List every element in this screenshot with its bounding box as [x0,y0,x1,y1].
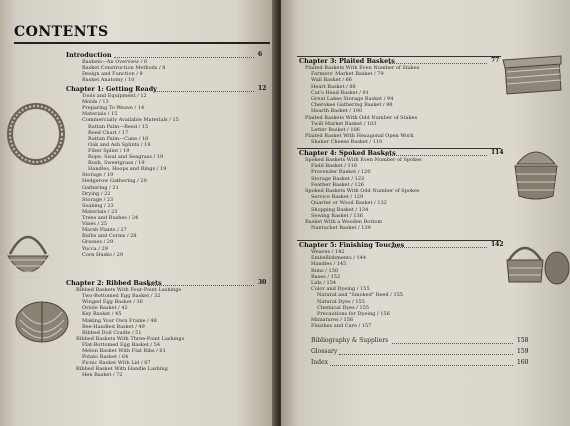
toc-entry: Storage Basket / 123 [311,175,365,182]
round-lidded-basket-illustration [507,140,565,202]
toc-entry: Hedgerow Gathering / 20 [82,178,147,185]
toc-entry: Two-Bottomed Egg Basket / 32 [82,293,161,300]
back-matter-title: Glossary [311,348,338,355]
back-matter-leader [330,365,514,366]
toc-entry: Bee-Handled Basket / 49 [82,323,145,330]
toc-entry: Heart Basket / 88 [311,83,356,90]
toc-entry: Weaves / 142 [311,249,345,255]
toc-entry: Ribbed Baskets With Three-Point Lashings [76,335,185,342]
toc-entry: Sewing Basket / 136 [311,212,363,219]
toc-entry: Basket Anatomy / 10 [82,77,135,84]
toc-entry: Finishes and Care / 157 [311,323,372,330]
toc-entry: Soaking / 23 [82,202,114,209]
toc-entry: Lids / 154 [311,280,337,286]
toc-entry: Ribbed Baskets With Four-Point Lashings [76,287,182,293]
toc-entry: Materials / 15 [82,111,118,118]
toc-entry: Quarter or Wood Basket / 132 [311,200,387,207]
chapter-page-number: 12 [258,85,267,92]
chapter-page-number: 30 [258,279,267,286]
chapter-leader [385,155,487,156]
toc-entry: Melon Basket With Flat Ribs / 61 [82,348,166,354]
toc-entry: Storage / 19 [82,172,114,179]
chapter-leader [148,285,254,286]
toc-entry: Potato Basket / 64 [82,354,129,361]
toc-entry: Natural and "Smoked" Reed / 155 [317,292,403,299]
toc-entry: Plaited Basket With Hexagonal Open Work [305,133,414,140]
toc-entry: Plaited Baskets With Even Number of Stakes [305,65,420,71]
toc-entry: Key Basket / 45 [82,311,122,318]
toc-entry: Rattan Palm—Cane / 18 [88,135,149,142]
toc-entry: Bulbs and Corms / 28 [82,233,137,240]
toc-entry: Rims / 150 [311,267,339,274]
toc-entry: Marsh Plants / 27 [82,227,127,234]
toc-entry: Color and Dyeing / 155 [311,286,370,293]
toc-entry: Flat-Bottomed Egg Basket / 54 [82,341,161,348]
toc-entry: Tools and Equipment / 12 [82,93,147,99]
toc-entry: Handles, Hoops and Rings / 19 [88,166,167,173]
toc-entry: Trees and Bushes / 24 [82,215,139,221]
toc-entry: Commercially Available Materials / 15 [82,117,179,124]
toc-entry: Preparing To Weave / 14 [82,105,145,112]
toc-entry: Service Basket / 129 [311,194,364,201]
toc-entry: Ribbed Basket With Handle Lashing [76,366,168,373]
toc-entry: Gathering / 21 [82,184,119,191]
toc-entry: Natural Dyes / 155 [317,298,365,305]
toc-entry: Farmers' Market Basket / 79 [311,71,384,78]
toc-entry: Baskets—An Overview / 6 [82,59,148,65]
toc-entry: Rope, Sisal and Seagrass / 19 [88,154,164,160]
toc-entry: Design and Function / 9 [82,71,143,78]
right-page [281,0,570,426]
toc-entry: Cat's Head Basket / 91 [311,89,369,96]
toc-entry: Provender Basket / 120 [311,169,371,176]
toc-entry: Basket Construction Methods / 8 [82,65,166,72]
toc-entry: Hen Basket / 72 [82,372,123,379]
ribbed-basket-illustration [12,296,72,346]
toc-entry: Picnic Basket With Lid / 67 [82,360,151,367]
toc-entry: Oak and Ash Splints / 18 [88,141,151,148]
toc-entry: Miniatures / 156 [311,317,354,324]
toc-entry: Molds / 13 [82,99,109,106]
chapter-leader [114,57,254,58]
toc-entry: Spoked Baskets With Even Number of Spokes [305,157,422,163]
toc-entry: Twill Market Basket / 103 [311,120,377,127]
chapter-title: Chapter 4: Spoked Baskets [299,149,396,157]
back-matter-page-number: 159 [517,348,529,355]
toc-entry: Grasses / 29 [82,239,114,246]
back-matter-title: Bibliography & Suppliers [311,337,389,344]
toc-entry: Rush, Sweetgrass / 19 [88,160,145,167]
toc-entry: Precautions for Dyeing / 156 [317,311,390,317]
toc-entry: Bases / 152 [311,273,341,280]
chapter-leader [391,247,487,248]
chapter-title: Introduction [66,51,112,59]
chapter-title: Chapter 1: Getting Ready [66,85,157,93]
chapter-page-number: 114 [491,149,504,156]
chapter-page-number: 6 [258,51,263,58]
toc-entry: Cherokee Gathering Basket / 98 [311,102,393,109]
toc-entry: Field Basket / 116 [311,163,358,170]
wreath-illustration [6,102,66,166]
toc-entry: Corn Husks / 29 [82,251,124,258]
toc-entry: Plaited Baskets With Odd Number of Stakes [305,114,418,121]
toc-entry: Basket With a Wooden Bottom [305,219,383,225]
toc-entry: Chemical Dyes / 155 [317,304,370,311]
toc-entry: Drying / 22 [82,190,111,197]
toc-entry: Shopping Basket / 134 [311,206,369,213]
chapter-leader [154,91,254,92]
toc-entry: Oriole Basket / 42 [82,305,128,312]
toc-entry: Spoked Baskets With Odd Number of Spokes [305,188,420,194]
toc-entry: Hearth Basket / 100 [311,108,363,115]
toc-entry: Fiber Splint / 19 [88,147,130,154]
toc-entry: Reed Chart / 17 [88,129,129,136]
toc-entry: Great Lakes Storage Basket / 94 [311,96,394,102]
toc-entry: Shaker Cheese Basket / 110 [311,139,383,146]
back-matter-page-number: 160 [517,359,529,366]
toc-entry: Rattan Palm—Reed / 15 [88,123,149,130]
egg-basket-illustration [2,226,54,284]
toc-entry: Ribbed Doll Cradle / 51 [82,329,142,336]
toc-entry: Storage / 23 [82,196,114,203]
toc-entry: Yucca / 29 [82,245,108,252]
chapter-page-number: 142 [491,241,504,248]
chapter-title: Chapter 2: Ribbed Baskets [66,279,162,287]
lidded-basket-illustration [499,50,565,96]
toc-entry: Nantucket Basket / 139 [311,225,371,232]
chapter-title: Chapter 5: Finishing Touches [299,241,405,249]
toc-entry: Vines / 25 [82,221,108,228]
toc-entry: Feather Basket / 126 [311,181,364,188]
chapter-page-number: 77 [491,57,500,64]
toc-entry: Handles / 145 [311,261,347,268]
toc-entry: Wall Basket / 86 [311,77,352,84]
back-matter-page-number: 158 [517,337,529,344]
title-rule [14,42,270,44]
toc-entry: Winged Egg Basket / 36 [82,299,143,306]
back-matter-title: Index [311,359,329,366]
toc-entry: Materials / 23 [82,208,118,215]
toc-entry: Letter Basket / 106 [311,127,360,133]
contents-title: CONTENTS [14,24,109,40]
toc-entry: Making Your Own Frame / 48 [82,317,157,324]
toc-entry: Embellishments / 144 [311,255,367,262]
handled-basket-illustration [501,232,570,288]
back-matter-leader [392,343,513,344]
back-matter-leader [339,354,513,355]
chapter-title: Chapter 3: Plaited Baskets [299,57,395,65]
left-page [0,0,277,426]
chapter-leader [389,63,487,64]
